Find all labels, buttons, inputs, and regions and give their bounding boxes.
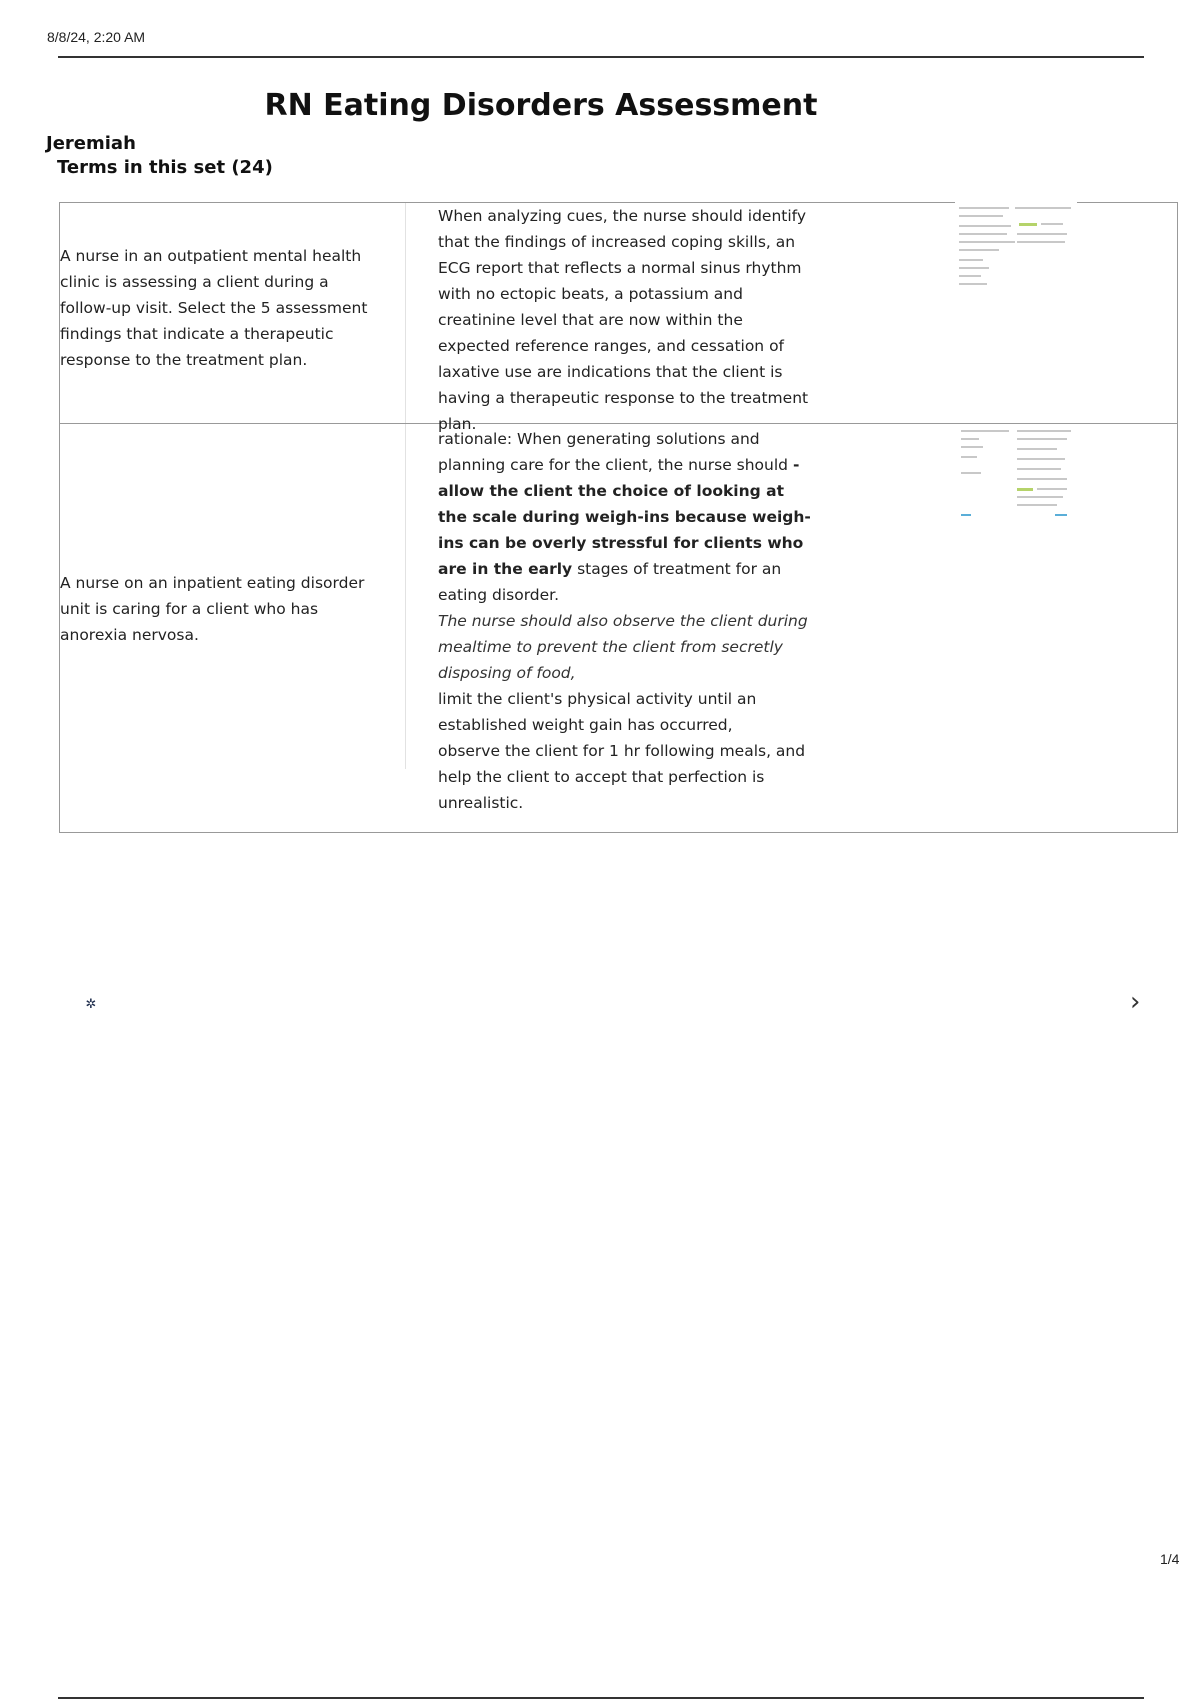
- gear-icon[interactable]: ✲: [85, 997, 97, 1012]
- definition-emphasis: -allow the client the choice of looking at the scale during weigh-ins because weigh-ins can be overly stressful for clients who are in the early: [438, 456, 811, 578]
- card-image-thumbnail[interactable]: [955, 428, 1077, 523]
- page-number: 1/4: [1160, 1551, 1180, 1567]
- card-definition: When analyzing cues, the nurse should identify that the findings of increased coping skills, an ECG report that reflects a normal sinus rhythm with no ectopic beats, a potassium and creatinine level that are now within the expected reference ranges, and cessation of laxative use are indications that the client is having a therapeutic response to the treatment plan.: [438, 207, 809, 433]
- flashcard-table: [59, 202, 1178, 1017]
- definition-rationale: rationale: When generating solutions and planning care for the client, the nurse should: [438, 430, 793, 474]
- definition-italic-note: The nurse should also observe the client during mealtime to prevent the client from secretly disposing of food,: [438, 612, 808, 682]
- terms-count-heading: Terms in this set (24): [57, 157, 273, 178]
- card-definition: [438, 426, 818, 816]
- chevron-right-icon[interactable]: ›: [1130, 987, 1141, 1017]
- definition-line: observe the client for 1 hr following meals, and help the client to accept that perfection is unrealistic.: [438, 742, 806, 812]
- card-term: A nurse in an outpatient mental health clinic is assessing a client during a follow-up visit. Select the 5 assessment findings that indicate a therapeutic response to the treatment plan.: [60, 247, 368, 369]
- definition-rationale-end: stages of treatment for an eating disorder.: [438, 560, 782, 604]
- card-image-thumbnail[interactable]: [955, 201, 1077, 297]
- card-row: [60, 424, 1177, 1017]
- print-timestamp: 8/8/24, 2:20 AM: [47, 29, 146, 45]
- column-divider: [405, 424, 406, 769]
- author-name[interactable]: Jeremiah: [46, 133, 136, 154]
- card-row: [60, 203, 1177, 433]
- definition-line: limit the client's physical activity until an established weight gain has occurred,: [438, 690, 757, 734]
- page-title: RN Eating Disorders Assessment: [264, 88, 818, 123]
- card-term: A nurse on an inpatient eating disorder unit is caring for a client who has anorexia nervosa.: [60, 574, 365, 644]
- column-divider: [405, 203, 406, 423]
- header-divider: [58, 56, 1144, 58]
- footer-divider: [58, 1697, 1144, 1699]
